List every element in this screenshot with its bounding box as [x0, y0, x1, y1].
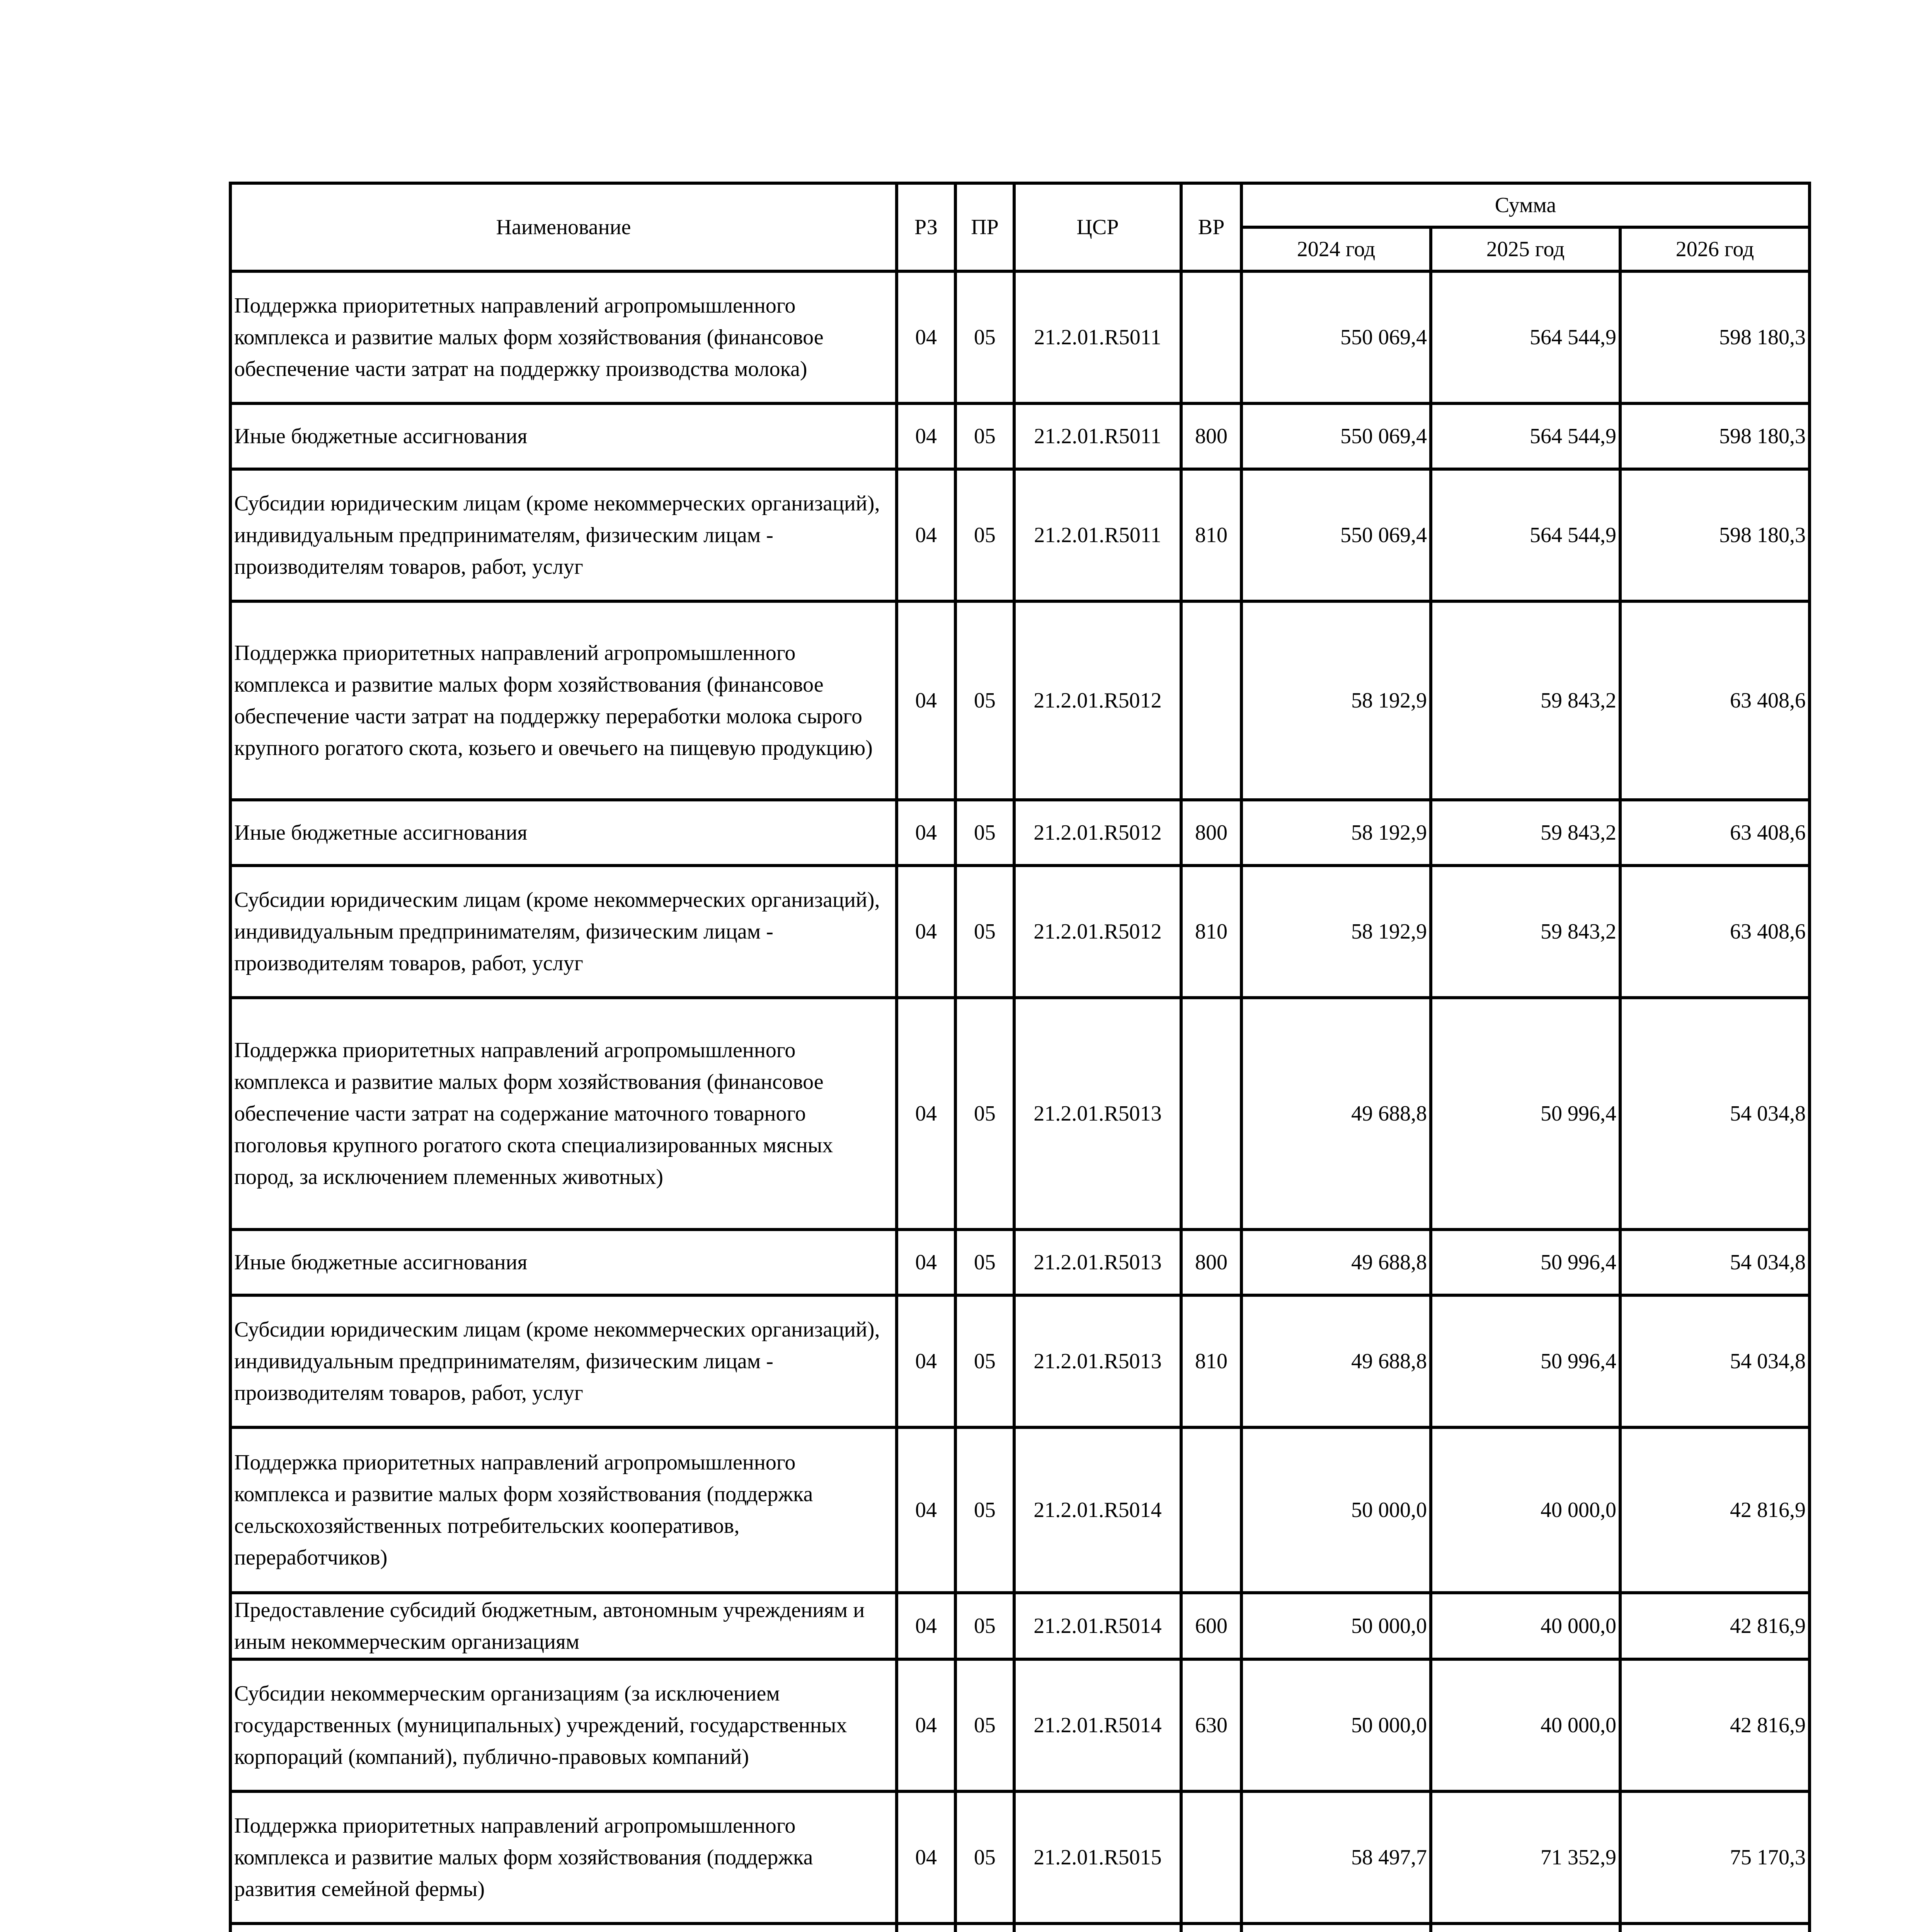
row-2026: 63 408,6 [1620, 800, 1810, 866]
row-csr: 21.2.01.R5015 [1014, 1791, 1181, 1923]
row-2025: 50 996,4 [1431, 1230, 1620, 1295]
row-rz: 04 [897, 1791, 955, 1923]
row-2024: 58 497,7 [1241, 1791, 1431, 1923]
row-vr: 800 [1181, 800, 1241, 866]
row-pr: 05 [955, 800, 1014, 866]
row-2026 [1620, 1923, 1810, 1932]
row-pr: 05 [955, 1659, 1014, 1791]
table-row [230, 1230, 1810, 1295]
row-vr [1181, 998, 1241, 1230]
row-rz: 04 [897, 271, 955, 403]
row-name: Субсидии юридическим лицам (кроме некоммерческих организаций), индивидуальным предпринимателям, физическим лицам - производителям товаров, работ, услуг [230, 1295, 897, 1427]
table-body [230, 271, 1810, 1932]
row-pr: 05 [955, 271, 1014, 403]
row-2024: 58 192,9 [1241, 866, 1431, 998]
row-2026: 598 180,3 [1620, 469, 1810, 601]
row-pr: 05 [955, 866, 1014, 998]
header-2025: 2025 год [1431, 227, 1620, 271]
row-pr: 05 [955, 1593, 1014, 1659]
row-csr [1014, 1923, 1181, 1932]
row-csr: 21.2.01.R5012 [1014, 866, 1181, 998]
row-2026: 63 408,6 [1620, 601, 1810, 800]
row-rz [897, 1923, 955, 1932]
table-row [230, 601, 1810, 800]
row-2024: 550 069,4 [1241, 469, 1431, 601]
table-row [230, 1659, 1810, 1791]
row-rz: 04 [897, 866, 955, 998]
table-row [230, 1295, 1810, 1427]
row-name: Иные бюджетные ассигнования [230, 800, 897, 866]
row-vr [1181, 1791, 1241, 1923]
row-2025: 40 000,0 [1431, 1427, 1620, 1593]
row-2024: 550 069,4 [1241, 403, 1431, 469]
row-name: Субсидии юридическим лицам (кроме некоммерческих организаций), индивидуальным предпринимателям, физическим лицам - производителям товаров, работ, услуг [230, 866, 897, 998]
row-2024: 50 000,0 [1241, 1593, 1431, 1659]
row-2026: 42 816,9 [1620, 1659, 1810, 1791]
row-csr: 21.2.01.R5014 [1014, 1659, 1181, 1791]
row-csr: 21.2.01.R5014 [1014, 1593, 1181, 1659]
row-name: Иные бюджетные ассигнования [230, 403, 897, 469]
row-2024: 550 069,4 [1241, 271, 1431, 403]
row-vr: 810 [1181, 866, 1241, 998]
table-row [230, 403, 1810, 469]
row-2026: 42 816,9 [1620, 1427, 1810, 1593]
row-csr: 21.2.01.R5012 [1014, 800, 1181, 866]
row-name: Поддержка приоритетных направлений агропромышленного комплекса и развитие малых форм хозяйствования (финансовое обеспечение части затрат на содержание маточного товарного поголовья крупного рогатого скота специализированных мясных пород, за исключением племенных животных) [230, 998, 897, 1230]
row-rz: 04 [897, 1230, 955, 1295]
row-pr: 05 [955, 1230, 1014, 1295]
row-2025 [1431, 1923, 1620, 1932]
header-name: Наименование [230, 183, 897, 271]
row-2026: 598 180,3 [1620, 271, 1810, 403]
row-2025: 59 843,2 [1431, 800, 1620, 866]
row-2024: 49 688,8 [1241, 998, 1431, 1230]
row-vr: 800 [1181, 1230, 1241, 1295]
row-name: Поддержка приоритетных направлений агропромышленного комплекса и развитие малых форм хозяйствования (финансовое обеспечение части затрат на поддержку переработки молока сырого крупного рогатого скота, козьего и овечьего на пищевую продукцию) [230, 601, 897, 800]
row-name: Субсидии некоммерческим организациям (за исключением государственных (муниципальных) учреждений, государственных корпораций (компаний), публично-правовых компаний) [230, 1659, 897, 1791]
table-header [230, 183, 1810, 271]
row-2025: 564 544,9 [1431, 403, 1620, 469]
table-row [230, 469, 1810, 601]
row-csr: 21.2.01.R5013 [1014, 1295, 1181, 1427]
row-rz: 04 [897, 403, 955, 469]
header-pr: ПР [955, 183, 1014, 271]
row-pr: 05 [955, 998, 1014, 1230]
row-pr: 05 [955, 1427, 1014, 1593]
row-csr: 21.2.01.R5012 [1014, 601, 1181, 800]
row-2024: 50 000,0 [1241, 1427, 1431, 1593]
row-name: Субсидии юридическим лицам (кроме некоммерческих организаций), индивидуальным предпринимателям, физическим лицам - производителям товаров, работ, услуг [230, 469, 897, 601]
row-pr: 05 [955, 469, 1014, 601]
row-csr: 21.2.01.R5011 [1014, 271, 1181, 403]
row-vr: 600 [1181, 1593, 1241, 1659]
header-2026: 2026 год [1620, 227, 1810, 271]
row-pr: 05 [955, 1791, 1014, 1923]
row-2024 [1241, 1923, 1431, 1932]
row-name: Поддержка приоритетных направлений агропромышленного комплекса и развитие малых форм хозяйствования (поддержка развития семейной фермы) [230, 1791, 897, 1923]
row-pr: 05 [955, 403, 1014, 469]
row-2026: 54 034,8 [1620, 998, 1810, 1230]
row-name: Поддержка приоритетных направлений агропромышленного комплекса и развитие малых форм хозяйствования (поддержка сельскохозяйственных потребительских кооперативов, переработчиков) [230, 1427, 897, 1593]
row-2025: 50 996,4 [1431, 1295, 1620, 1427]
row-2026: 54 034,8 [1620, 1230, 1810, 1295]
row-2024: 50 000,0 [1241, 1659, 1431, 1791]
row-2025: 564 544,9 [1431, 469, 1620, 601]
row-csr: 21.2.01.R5014 [1014, 1427, 1181, 1593]
table-row [230, 1791, 1810, 1923]
row-vr: 810 [1181, 469, 1241, 601]
row-name [230, 1923, 897, 1932]
row-csr: 21.2.01.R5013 [1014, 1230, 1181, 1295]
row-vr: 630 [1181, 1659, 1241, 1791]
row-rz: 04 [897, 469, 955, 601]
row-2026: 54 034,8 [1620, 1295, 1810, 1427]
row-vr [1181, 601, 1241, 800]
row-vr: 800 [1181, 403, 1241, 469]
row-vr [1181, 1923, 1241, 1932]
row-rz: 04 [897, 1659, 955, 1791]
row-rz: 04 [897, 1295, 955, 1427]
row-2026: 75 170,3 [1620, 1791, 1810, 1923]
header-csr: ЦСР [1014, 183, 1181, 271]
row-2024: 49 688,8 [1241, 1295, 1431, 1427]
row-2025: 40 000,0 [1431, 1593, 1620, 1659]
row-2025: 71 352,9 [1431, 1791, 1620, 1923]
row-csr: 21.2.01.R5011 [1014, 403, 1181, 469]
row-rz: 04 [897, 998, 955, 1230]
row-csr: 21.2.01.R5013 [1014, 998, 1181, 1230]
row-2026: 598 180,3 [1620, 403, 1810, 469]
row-rz: 04 [897, 800, 955, 866]
row-csr: 21.2.01.R5011 [1014, 469, 1181, 601]
header-row [230, 183, 1810, 227]
row-2025: 59 843,2 [1431, 866, 1620, 998]
row-2025: 564 544,9 [1431, 271, 1620, 403]
row-name: Поддержка приоритетных направлений агропромышленного комплекса и развитие малых форм хозяйствования (финансовое обеспечение части затрат на поддержку производства молока) [230, 271, 897, 403]
row-2024: 58 192,9 [1241, 800, 1431, 866]
row-2026: 42 816,9 [1620, 1593, 1810, 1659]
row-rz: 04 [897, 601, 955, 800]
header-sum: Сумма [1241, 183, 1810, 227]
row-rz: 04 [897, 1593, 955, 1659]
table-row [230, 271, 1810, 403]
row-pr: 05 [955, 601, 1014, 800]
row-vr: 810 [1181, 1295, 1241, 1427]
table-row [230, 800, 1810, 866]
row-pr: 05 [955, 1295, 1014, 1427]
header-rz: РЗ [897, 183, 955, 271]
row-vr [1181, 271, 1241, 403]
row-2026: 63 408,6 [1620, 866, 1810, 998]
header-vr: ВР [1181, 183, 1241, 271]
row-name: Иные бюджетные ассигнования [230, 1230, 897, 1295]
table-row [230, 998, 1810, 1230]
row-2024: 58 192,9 [1241, 601, 1431, 800]
row-2024: 49 688,8 [1241, 1230, 1431, 1295]
row-name: Предоставление субсидий бюджетным, автономным учреждениям и иным некоммерческим организациям [230, 1593, 897, 1659]
row-2025: 59 843,2 [1431, 601, 1620, 800]
row-pr [955, 1923, 1014, 1932]
row-2025: 40 000,0 [1431, 1659, 1620, 1791]
row-vr [1181, 1427, 1241, 1593]
header-2024: 2024 год [1241, 227, 1431, 271]
table-row [230, 1923, 1810, 1932]
table-row [230, 866, 1810, 998]
budget-table [229, 182, 1811, 1932]
row-rz: 04 [897, 1427, 955, 1593]
table-row [230, 1593, 1810, 1659]
row-2025: 50 996,4 [1431, 998, 1620, 1230]
table-row [230, 1427, 1810, 1593]
